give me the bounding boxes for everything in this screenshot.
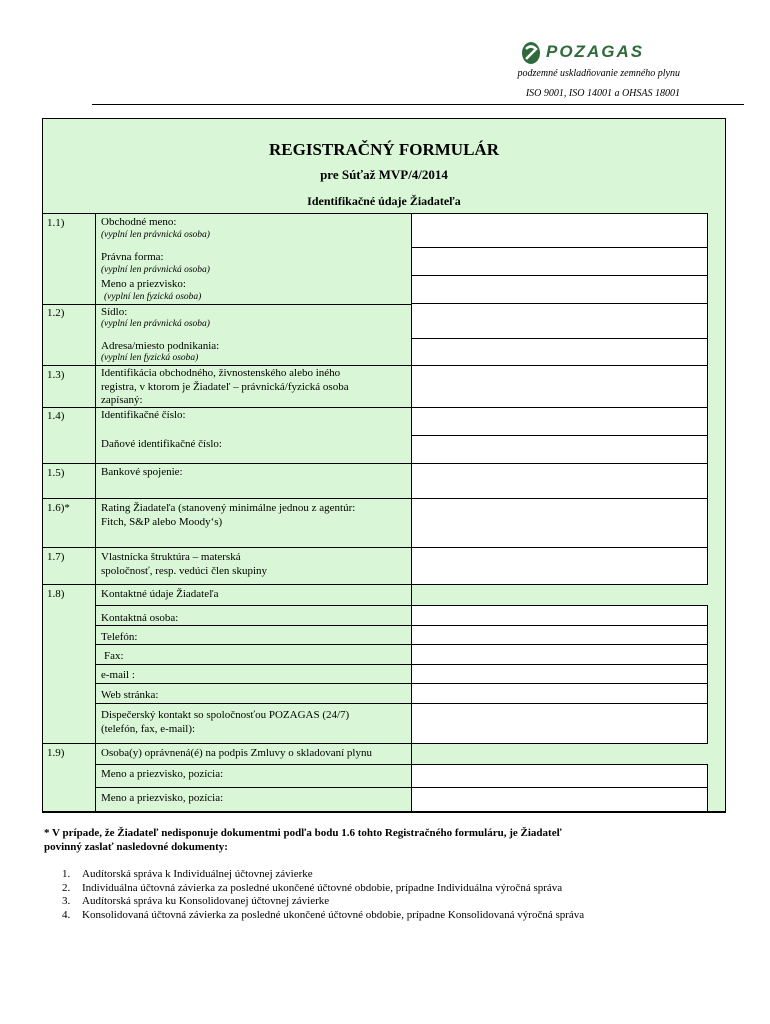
field-label: Obchodné meno: [101,216,177,228]
field-label: Meno a priezvisko: [101,278,186,290]
row-number: 1.6)* [47,502,70,514]
field-label: Telefón: [101,631,138,643]
field-hint: (vyplní len fyzická osoba) [101,353,199,363]
list-item [62,895,752,909]
value-field-dispatch[interactable] [411,703,708,744]
row-separator [42,365,412,366]
field-label: Právna forma: [101,251,164,263]
list-number: 2. [62,881,71,894]
value-field-id-number[interactable] [411,407,708,436]
footnote [44,826,734,854]
value-field-rating[interactable] [411,498,708,548]
list-text: Audítorská správa k Individuálnej účtovnej závierke [82,868,313,880]
row-number: 1.5) [47,467,65,479]
row-number: 1.8) [47,588,65,600]
field-label: e-mail : [101,669,135,681]
field-label: Web stránka: [101,689,159,701]
field-label: Bankové spojenie: [101,466,183,478]
value-field-legal-form[interactable] [411,247,708,276]
row-number: 1.9) [47,747,65,759]
field-label: Identifikačné číslo: [101,409,186,421]
list-text: Konsolidovaná účtovná závierka za posledné ukončené účtovné obdobie, prípadne Konsolidovaná výročná správa [82,908,585,921]
label-cell-fax [95,644,412,665]
field-label: spoločnosť, resp. vedúci člen skupiny [101,565,268,577]
value-field-contact-person[interactable] [411,605,708,626]
field-label: Meno a priezvisko, pozícia: [101,768,224,780]
row-separator [42,498,412,499]
required-documents-list [62,868,752,922]
field-label: Osoba(y) oprávnená(é) na podpis Zmluvy o skladovaní plynu [101,747,372,759]
value-field-address[interactable] [411,338,708,366]
field-label: Vlastnícka štruktúra – materská [101,551,241,563]
value-field-business-name[interactable] [411,213,708,248]
table-bottom-line [42,812,726,813]
row-separator [42,407,412,408]
field-label: Identifikácia obchodného, živnostenského alebo iného [101,367,341,379]
value-field-phone[interactable] [411,625,708,645]
field-hint: (vyplní len právnická osoba) [101,230,210,240]
field-label: (telefón, fax, e-mail): [101,723,196,735]
value-field-tax-id[interactable] [411,435,708,464]
field-hint: (vyplní len právnická osoba) [101,265,210,275]
field-label: Meno a priezvisko, pozícia: [101,792,224,804]
field-label: Rating Žiadateľa (stanovený minimálne jednou z agentúr: [101,502,356,514]
row-separator [42,547,412,548]
row-number: 1.1) [47,217,65,229]
list-number: 1. [62,868,71,880]
row-number: 1.4) [47,410,65,422]
value-field-signatory-2[interactable] [411,787,708,812]
label-cell-email [95,664,412,684]
value-field-bank[interactable] [411,463,708,499]
field-label: Fitch, S&P alebo Moody‘s) [101,516,223,528]
value-field-signatory-1[interactable] [411,764,708,788]
row-number: 1.3) [47,369,65,381]
field-hint: (vyplní len právnická osoba) [101,319,210,329]
list-item [62,868,752,882]
value-field-ownership[interactable] [411,547,708,585]
footnote-line: povinný zaslať nasledovné dokumenty: [44,841,228,853]
company-tagline: podzemné uskladňovanie zemného plynu [517,68,680,79]
field-label: Kontaktná osoba: [101,612,179,624]
form-title: REGISTRAČNÝ FORMULÁR [269,140,499,159]
form-subtitle: pre Súťaž MVP/4/2014 [320,167,448,182]
value-field-register[interactable] [411,365,708,408]
field-label: Sídlo: [101,306,128,318]
certifications: ISO 9001, ISO 14001 a OHSAS 18001 [525,88,680,99]
list-text: Audítorská správa ku Konsolidovanej účtovnej závierke [82,895,330,907]
value-field-email[interactable] [411,664,708,684]
field-label: Fax: [104,650,124,662]
field-label: registra, v ktorom je Žiadateľ – právnická/fyzická osoba [101,381,349,393]
row-separator [42,304,412,305]
row-number: 1.7) [47,551,65,563]
value-field-fax[interactable] [411,644,708,665]
value-field-web[interactable] [411,683,708,704]
row-separator [42,463,412,464]
logo-wordmark: POZAGAS [546,42,645,61]
list-number: 3. [62,895,71,907]
header-divider [92,104,744,105]
list-text: Individuálna účtovná závierka za posledné ukončené účtovné obdobie, prípadne Individuálna výročná správa [82,881,563,894]
list-number: 4. [62,908,71,921]
row-number: 1.2) [47,307,65,319]
field-label: Daňové identifikačné číslo: [101,438,222,450]
list-item [62,882,752,896]
field-label: zapísaný: [101,394,143,406]
footnote-line: * V prípade, že Žiadateľ nedisponuje dokumentmi podľa bodu 1.6 tohto Registračného formuláru, je Žiadateľ [44,827,562,839]
value-field-seat[interactable] [411,303,708,339]
value-field-full-name[interactable] [411,275,708,304]
field-label: Dispečerský kontakt so spoločnosťou POZAGAS (24/7) [101,709,350,721]
label-cell-phone [95,625,412,645]
list-item [62,909,752,923]
section-title: Identifikačné údaje Žiadateľa [307,194,461,208]
field-label: Kontaktné údaje Žiadateľa [101,588,219,600]
field-label: Adresa/miesto podnikania: [101,340,220,352]
field-hint: (vyplní len fyzická osoba) [104,292,202,302]
